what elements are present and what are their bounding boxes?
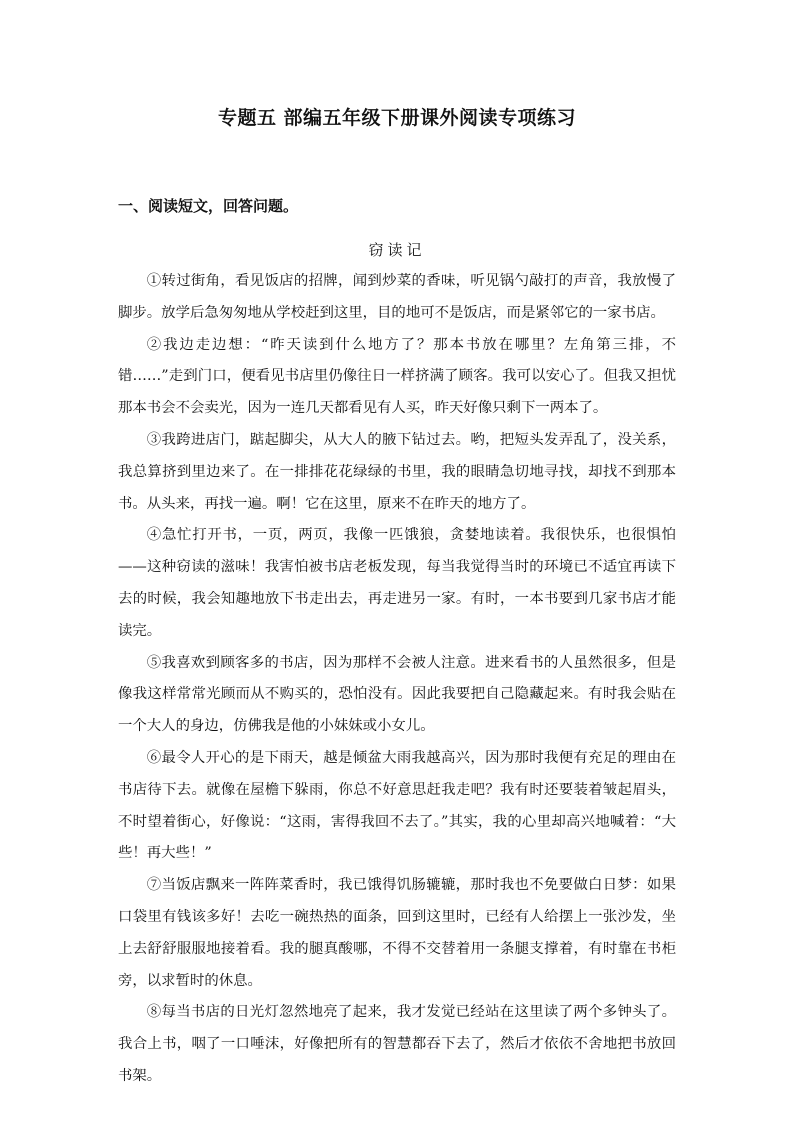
paragraph-6: ⑥最令人开心的是下雨天，越是倾盆大雨我越高兴，因为那时我便有充足的理由在书店待下去。就像在屋檐下躲雨，你总不好意思赶我走吧？我有时还要装着皱起眉头，不时望着街心，好像说：“这雨，害得我回不去了。”其实，我的心里却高兴地喊着：“大些！再大些！” — [118, 749, 676, 862]
paragraph-4: ④急忙打开书，一页，两页，我像一匹饿狼，贪婪地读着。我很快乐，也很惧怕——这种窃读的滋味！我害怕被书店老板发现，每当我觉得当时的环境已不适宜再读下去的时候，我会知趣地放下书走出去，再走进另一家。有时，一本书要到几家书店才能读完。 — [118, 527, 676, 639]
paragraph-1: ①转过街角，看见饭店的招牌，闻到炒菜的香味，听见锅勺敲打的声音，我放慢了脚步。放学后急匆匆地从学校赶到这里，目的地可不是饭店，而是紧邻它的一家书店。 — [118, 273, 676, 321]
paragraph-7: ⑦当饭店飘来一阵阵菜香时，我已饿得饥肠辘辘，那时我也不免要做白日梦：如果口袋里有钱该多好！去吃一碗热热的面条，回到这里时，已经有人给摆上一张沙发，坐上去舒舒服服地接着看。我的腿真酸哪，不得不交替着用一条腿支撑着，有时靠在书柜旁，以求暂时的休息。 — [118, 877, 676, 989]
story-title: 窃读记 — [368, 241, 426, 259]
section-heading: 一、阅读短文，回答问题。 — [118, 197, 299, 215]
story-body — [118, 266, 676, 1093]
paragraph-2: ②我边走边想：“昨天读到什么地方了？那本书放在哪里？左角第三排，不错……”走到门口，便看见书店里仍像往日一样挤满了顾客。我可以安心了。但我又担忧那本书会不会卖光，因为一连几天都看见有人买，昨天好像只剩下一两本了。 — [118, 336, 676, 417]
paragraph-3: ③我跨进店门，踮起脚尖，从大人的腋下钻过去。哟，把短头发弄乱了，没关系，我总算挤到里边来了。在一排排花花绿绿的书里，我的眼睛急切地寻找，却找不到那本书。从头来，再找一遍。啊！它在这里，原来不在昨天的地方了。 — [118, 431, 676, 512]
paragraph-8: ⑧每当书店的日光灯忽然地亮了起来，我才发觉已经站在这里读了两个多钟头了。我合上书，咽了一口唾沫，好像把所有的智慧都吞下去了，然后才依依不舍地把书放回书架。 — [118, 1004, 676, 1084]
page-title: 专题五 部编五年级下册课外阅读专项练习 — [217, 107, 577, 129]
paragraph-5: ⑤我喜欢到顾客多的书店，因为那样不会被人注意。进来看书的人虽然很多，但是像我这样常常光顾而从不购买的，恐怕没有。因此我要把自己隐藏起来。有时我会贴在一个大人的身边，仿佛我是他的小妹妹或小女儿。 — [118, 654, 676, 735]
